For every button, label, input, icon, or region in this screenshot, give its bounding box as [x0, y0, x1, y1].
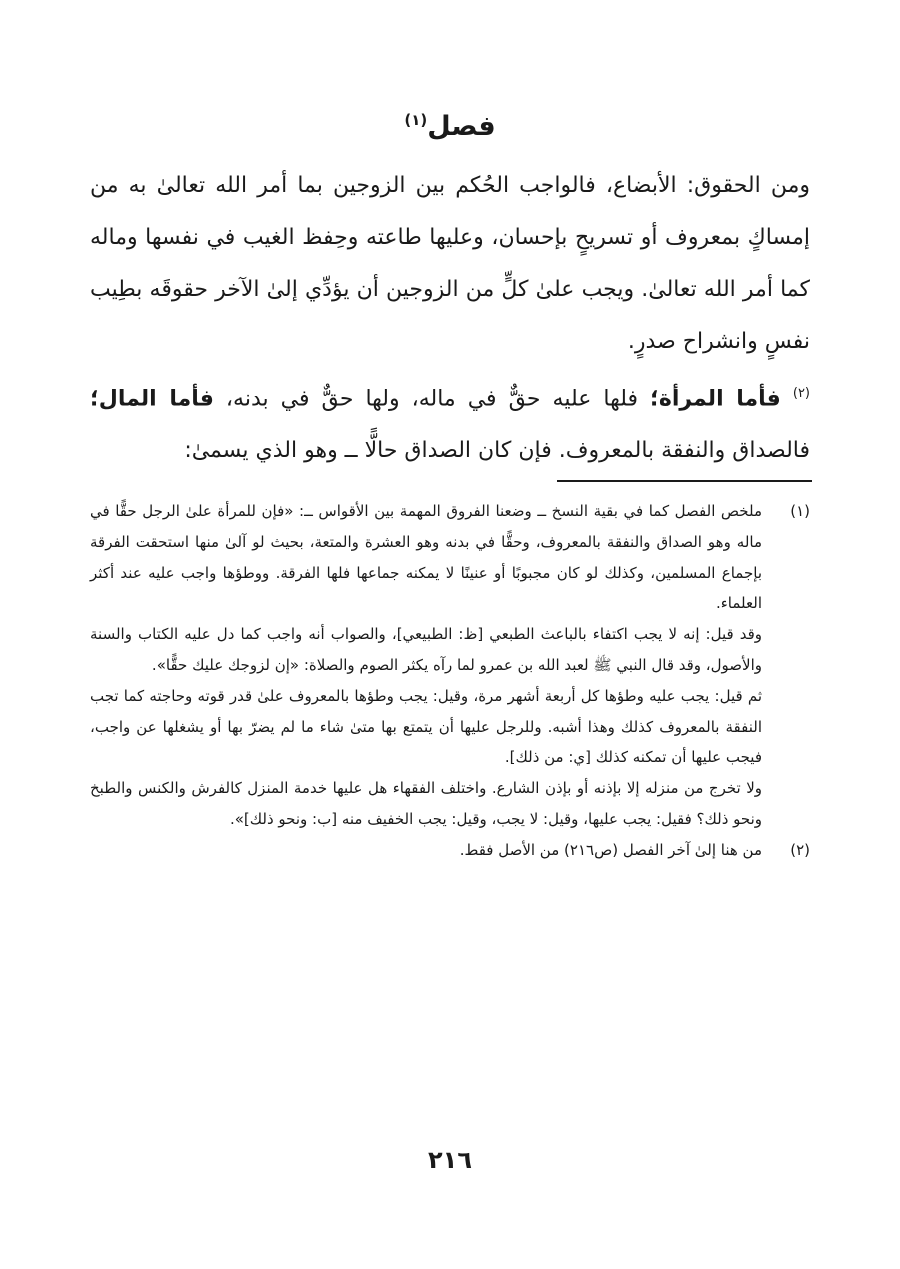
chapter-title: [0, 100, 900, 147]
page-number: ٢١٦: [428, 1146, 472, 1174]
footnote-2: [90, 835, 810, 866]
paragraph-2: [90, 368, 810, 477]
footnote-1-paragraph-3: ثم قيل: يجب عليه وطؤها كل أربعة أشهر مرة، وقيل: يجب وطؤها بالمعروف علىٰ قدر قوته وحاجته كما تجب النفقة بالمعروف كذلك وهذا أشبه. وللرجل عليها أن يتمتع بها متىٰ شاء ما لم يضرّ بها أو يشغلها عن واجب، فيجب عليها أن تمكنه كذلك [ي: من ذلك].: [90, 686, 762, 767]
main-text: [90, 160, 810, 477]
footnote-1-paragraph-4: ولا تخرج من منزله إلا بإذنه أو بإذن الشارع. واختلف الفقهاء هل عليها خدمة المنزل كالفرش والكنس والطبخ ونحو ذلك؟ فقيل: يجب عليها، وقيل: لا يجب، وقيل: يجب الخفيف منه [ب: ونحو ذلك]».: [90, 779, 762, 828]
footnote-1-paragraph-1: ملخص الفصل كما في بقية النسخ ــ وضعنا الفروق المهمة بين الأقواس ــ: «فإن للمرأة علىٰ الرجل حقًّا في ماله وهو الصداق والنفقة بالمعروف، وحقًّا في بدنه وهو العشرة والمتعة، بحيث لو آلىٰ منها استحقت الفرقة بإجماع المسلمين، وكذلك لو كان مجبوبًا أو عنينًا لا يمكنه جماعها فلها الفرقة. ووطؤها واجب عليه عند أكثر العلماء.: [90, 502, 762, 613]
footnote-2-number: (٢): [790, 840, 810, 859]
footnote-1-number: (١): [790, 502, 810, 520]
paragraph-2-bold-money: فأما المال؛: [90, 386, 214, 412]
footnotes: [90, 496, 810, 866]
footnote-separator: [557, 480, 812, 482]
footnote-1: [90, 496, 810, 835]
paragraph-2-text-2: فالصداق والنفقة بالمعروف. فإن كان الصداق حالًّا ــ وهو الذي يسمىٰ:: [184, 438, 810, 464]
paragraph-2-bold-woman: فأما المرأة؛: [650, 386, 781, 412]
chapter-title-text: فصل: [427, 111, 496, 142]
footnote-1-paragraph-2: وقد قيل: إنه لا يجب اكتفاء بالباعث الطبعي [ظ: الطبيعي]، والصواب أنه واجب كما دل عليه الكتاب والسنة والأصول، وقد قال النبي ﷺ لعبد الله بن عمرو لما رآه يكثر الصوم والصلاة: «إن لزوجك عليك حقًّا».: [90, 625, 762, 674]
footnote-ref-2[interactable]: (٢): [792, 386, 810, 401]
paragraph-1: ومن الحقوق: الأبضاع، فالواجب الحُكم بين الزوجين بما أمر الله تعالىٰ به من إمساكٍ بمعروف أو تسريحٍ بإحسان، وعليها طاعته وحِفظ الغيب في نفسها وماله كما أمر الله تعالىٰ. ويجب علىٰ كلٍّ من الزوجين أن يؤدِّي إلىٰ الآخر حقوقَه بطِيب نفسٍ وانشراح صدرٍ.: [90, 173, 810, 354]
footnote-ref-1[interactable]: (١): [404, 111, 428, 129]
paragraph-2-text-1: فلها عليه حقٌّ في ماله، ولها حقٌّ في بدنه،: [213, 386, 651, 412]
footnote-2-text: من هنا إلىٰ آخر الفصل (ص٢١٦) من الأصل فقط.: [459, 840, 762, 859]
